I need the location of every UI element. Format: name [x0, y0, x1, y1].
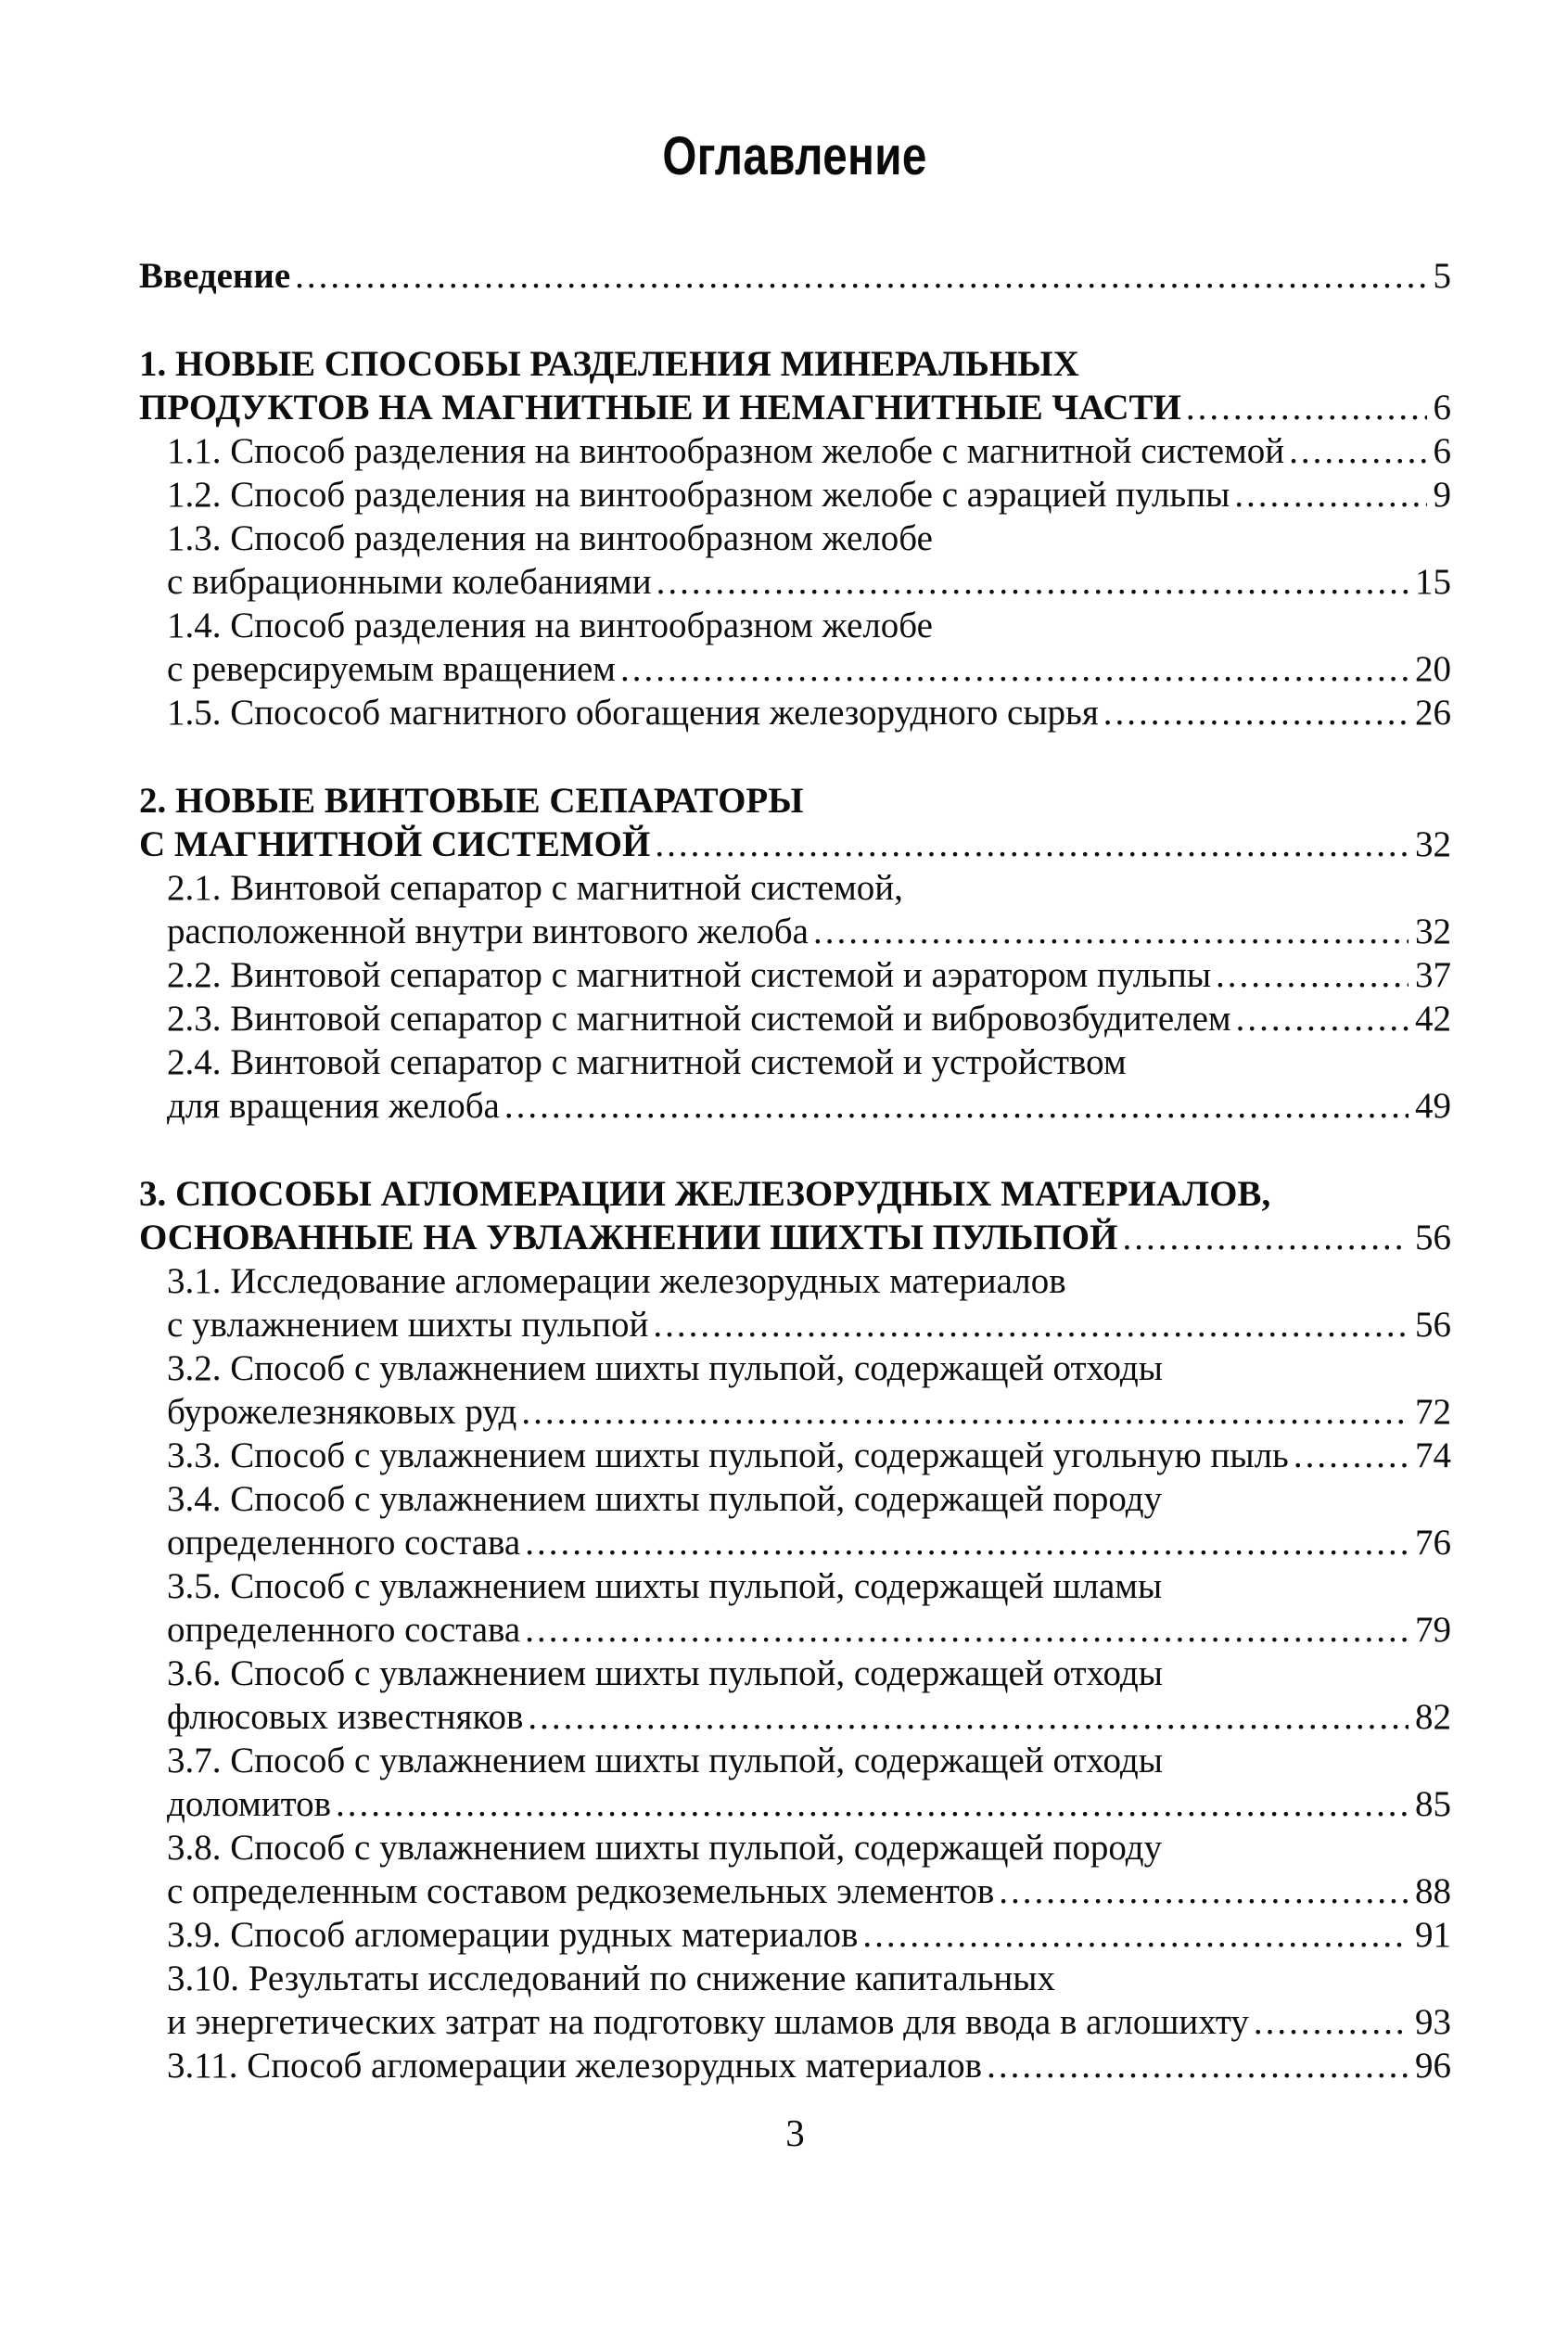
toc-entry-page: 6: [1433, 431, 1451, 471]
toc-entry-page: 20: [1415, 649, 1451, 689]
toc-entry: [139, 254, 1451, 298]
toc-entry: [139, 691, 1451, 734]
toc-entry-text: 3.6. Способ с увлажнением шихты пульпой, содержащей отходы: [167, 1653, 1163, 1693]
toc-entry-line: [167, 1303, 1451, 1346]
toc-entry: [139, 1434, 1451, 1477]
dot-leader: [1186, 386, 1427, 429]
dot-leader: [862, 1913, 1409, 1957]
toc-entry-line: [167, 1040, 1451, 1084]
toc-entry: [139, 342, 1451, 429]
toc-entry-line: [167, 1434, 1451, 1477]
dot-leader: [1234, 473, 1426, 517]
toc-entry-text: определенного состава: [167, 1610, 521, 1650]
toc-entry-text: бурожелезняковых руд: [167, 1392, 517, 1432]
toc-entry: [139, 1477, 1451, 1564]
toc-entry-line: [167, 1521, 1451, 1564]
toc-entry-line: [167, 429, 1451, 473]
toc-entry: [139, 1040, 1451, 1128]
dot-leader: [1254, 2000, 1409, 2044]
toc-entry-text: 2.1. Винтовой сепаратор с магнитной системой,: [167, 868, 903, 908]
toc-entry-page: 9: [1433, 475, 1451, 515]
toc-entry-page: 26: [1415, 693, 1451, 733]
toc-entry-page: 82: [1415, 1697, 1451, 1737]
toc-entry-text: для вращения желоба: [167, 1086, 500, 1126]
toc-entry: [139, 517, 1451, 604]
toc-entry-text: 1.1. Способ разделения на винтообразном желобе с магнитной системой: [167, 431, 1285, 471]
toc-entry: [139, 1739, 1451, 1826]
toc-entry-page: 5: [1433, 256, 1451, 296]
dot-leader: [1294, 1434, 1409, 1477]
toc-entry-text: 2. НОВЫЕ ВИНТОВЫЕ СЕПАРАТОРЫ: [139, 781, 804, 821]
toc-entry-line: [139, 823, 1451, 866]
dot-leader: [295, 254, 1426, 298]
toc-entry-text: 3.1. Исследование агломерации железорудных материалов: [167, 1261, 1066, 1301]
toc-entry: [139, 1172, 1451, 1259]
toc-entry: [139, 779, 1451, 866]
toc-entry-page: 56: [1415, 1305, 1451, 1345]
toc-entry-page: 93: [1415, 2002, 1451, 2042]
toc-entry-text: 1.2. Способ разделения на винтообразном желобе с аэрацией пульпы: [167, 475, 1230, 515]
toc-entry-page: 85: [1415, 1784, 1451, 1824]
toc-entry-text: 3.10. Результаты исследований по снижение капитальных: [167, 1959, 1055, 1998]
toc-entry-text: 3.3. Способ с увлажнением шихты пульпой, содержащей угольную пыль: [167, 1436, 1289, 1475]
dot-leader: [620, 647, 1409, 691]
dot-leader: [1236, 997, 1409, 1040]
toc-entry-text: 1.4. Способ разделения на винтообразном желобе: [167, 606, 933, 645]
toc-entry-line: [167, 1957, 1451, 2000]
toc-entry: [139, 1957, 1451, 2044]
dot-leader: [655, 823, 1409, 866]
toc-entry-line: [167, 997, 1451, 1040]
toc-entry-text: 1. НОВЫЕ СПОСОБЫ РАЗДЕЛЕНИЯ МИНЕРАЛЬНЫХ: [139, 344, 1079, 384]
toc-entry-text: ОСНОВАННЫЕ НА УВЛАЖНЕНИИ ШИХТЫ ПУЛЬПОЙ: [139, 1218, 1118, 1257]
toc-entry: [139, 866, 1451, 953]
toc-entry-text: 3.5. Способ с увлажнением шихты пульпой, содержащей шламы: [167, 1566, 1163, 1606]
page-title-text: Оглавление: [662, 126, 928, 186]
toc-entry-text: ПРОДУКТОВ НА МАГНИТНЫЕ И НЕМАГНИТНЫЕ ЧАСТИ: [139, 388, 1181, 427]
toc-entry-line: [167, 560, 1451, 604]
toc-entry-line: [139, 1172, 1451, 1216]
toc-entry-line: [167, 1084, 1451, 1128]
dot-leader: [521, 1390, 1409, 1434]
toc-entry-line: [167, 1739, 1451, 1782]
toc-entry-text: с реверсируемым вращением: [167, 649, 616, 689]
toc-entry-text: 2.4. Винтовой сепаратор с магнитной системой и устройством: [167, 1042, 1127, 1082]
toc-entry-line: [167, 1346, 1451, 1390]
toc-entry-page: 79: [1415, 1610, 1451, 1650]
toc-entry-text: с увлажнением шихты пульпой: [167, 1305, 649, 1345]
toc-entry-line: [167, 473, 1451, 517]
toc-entry: [139, 429, 1451, 473]
table-of-contents: [139, 254, 1451, 2087]
toc-entry-page: 15: [1415, 562, 1451, 602]
toc-entry-text: с определенным составом редкоземельных элементов: [167, 1871, 995, 1911]
dot-leader: [504, 1084, 1409, 1128]
toc-entry-line: [167, 1782, 1451, 1826]
dot-leader: [336, 1782, 1409, 1826]
toc-entry-page: 72: [1415, 1392, 1451, 1432]
toc-entry: [139, 1346, 1451, 1434]
toc-entry-line: [167, 647, 1451, 691]
toc-entry-line: [167, 2044, 1451, 2087]
toc-entry-line: [167, 1390, 1451, 1434]
toc-entry-page: 74: [1415, 1436, 1451, 1475]
toc-entry-line: [167, 910, 1451, 953]
dot-leader: [525, 1608, 1409, 1652]
toc-entry-text: 2.2. Винтовой сепаратор с магнитной системой и аэратором пульпы: [167, 955, 1212, 995]
dot-leader: [653, 1303, 1409, 1346]
toc-entry-line: [167, 866, 1451, 910]
toc-entry-line: [167, 1477, 1451, 1521]
toc-entry-page: 32: [1415, 912, 1451, 951]
toc-entry-line: [167, 1869, 1451, 1913]
folio-page-number: 3: [785, 2112, 805, 2154]
toc-entry-text: с вибрационными колебаниями: [167, 562, 652, 602]
toc-entry-text: 3.9. Способ агломерации рудных материалов: [167, 1915, 859, 1955]
dot-leader: [657, 560, 1409, 604]
dot-leader: [987, 2044, 1409, 2087]
toc-entry-text: 3.4. Способ с увлажнением шихты пульпой, содержащей породу: [167, 1479, 1163, 1519]
toc-entry-line: [167, 1826, 1451, 1869]
toc-entry-page: 49: [1415, 1086, 1451, 1126]
toc-entry-line: [167, 1564, 1451, 1608]
toc-entry: [139, 1913, 1451, 1957]
toc-entry-page: 91: [1415, 1915, 1451, 1955]
toc-entry-text: Введение: [139, 256, 291, 296]
toc-entry-text: расположенной внутри винтового желоба: [167, 912, 809, 951]
toc-entry-page: 96: [1415, 2046, 1451, 2086]
toc-entry-text: определенного состава: [167, 1523, 521, 1563]
dot-leader: [528, 1695, 1409, 1739]
toc-entry: [139, 473, 1451, 517]
toc-entry-line: [167, 1259, 1451, 1303]
dot-leader: [999, 1869, 1409, 1913]
toc-entry-line: [167, 1652, 1451, 1695]
dot-leader: [525, 1521, 1409, 1564]
toc-entry-line: [167, 1695, 1451, 1739]
page-title: [139, 128, 1451, 185]
dot-leader: [1289, 429, 1426, 473]
toc-entry-line: [139, 779, 1451, 823]
toc-entry-line: [167, 1913, 1451, 1957]
toc-entry-text: 1.3. Способ разделения на винтообразном желобе: [167, 518, 933, 558]
toc-entry-text: 2.3. Винтовой сепаратор с магнитной системой и вибровозбудителем: [167, 999, 1231, 1039]
toc-entry: [139, 1564, 1451, 1652]
toc-entry-text: 3.7. Способ с увлажнением шихты пульпой, содержащей отходы: [167, 1741, 1163, 1780]
toc-entry-line: [167, 691, 1451, 734]
toc-entry-text: 1.5. Спосособ магнитного обогащения железорудного сырья: [167, 693, 1099, 733]
toc-entry: [139, 1259, 1451, 1346]
toc-entry-page: 37: [1415, 955, 1451, 995]
toc-entry: [139, 1826, 1451, 1913]
dot-leader: [1122, 1216, 1409, 1259]
toc-entry-page: 76: [1415, 1523, 1451, 1563]
toc-entry-text: и энергетических затрат на подготовку шламов для ввода в аглошихту: [167, 2002, 1249, 2042]
toc-entry-text: 3.11. Способ агломерации железорудных материалов: [167, 2046, 983, 2086]
toc-entry: [139, 2044, 1451, 2087]
toc-entry-text: флюсовых известняков: [167, 1697, 524, 1737]
toc-entry-page: 32: [1415, 824, 1451, 864]
toc-entry-line: [167, 1608, 1451, 1652]
toc-entry-line: [167, 604, 1451, 647]
toc-entry: [139, 604, 1451, 691]
dot-leader: [1216, 953, 1409, 997]
toc-entry-page: 88: [1415, 1871, 1451, 1911]
toc-entry: [139, 997, 1451, 1040]
toc-entry-text: С МАГНИТНОЙ СИСТЕМОЙ: [139, 824, 651, 864]
toc-entry-line: [139, 1216, 1451, 1259]
toc-entry-text: 3.2. Способ с увлажнением шихты пульпой, содержащей отходы: [167, 1348, 1163, 1388]
toc-entry-page: 56: [1415, 1218, 1451, 1257]
toc-entry-line: [167, 953, 1451, 997]
toc-entry-line: [167, 517, 1451, 560]
toc-entry: [139, 1652, 1451, 1739]
toc-entry-line: [167, 2000, 1451, 2044]
toc-entry-text: доломитов: [167, 1784, 332, 1824]
toc-entry-text: 3. СПОСОБЫ АГЛОМЕРАЦИИ ЖЕЛЕЗОРУДНЫХ МАТЕРИАЛОВ,: [139, 1174, 1271, 1214]
toc-entry: [139, 953, 1451, 997]
toc-entry-text: 3.8. Способ с увлажнением шихты пульпой, содержащей породу: [167, 1828, 1163, 1868]
dot-leader: [1103, 691, 1409, 734]
toc-entry-line: [139, 254, 1451, 298]
dot-leader: [813, 910, 1409, 953]
toc-entry-line: [139, 342, 1451, 386]
toc-entry-line: [139, 386, 1451, 429]
toc-entry-page: 42: [1415, 999, 1451, 1039]
toc-entry-page: 6: [1433, 388, 1451, 427]
